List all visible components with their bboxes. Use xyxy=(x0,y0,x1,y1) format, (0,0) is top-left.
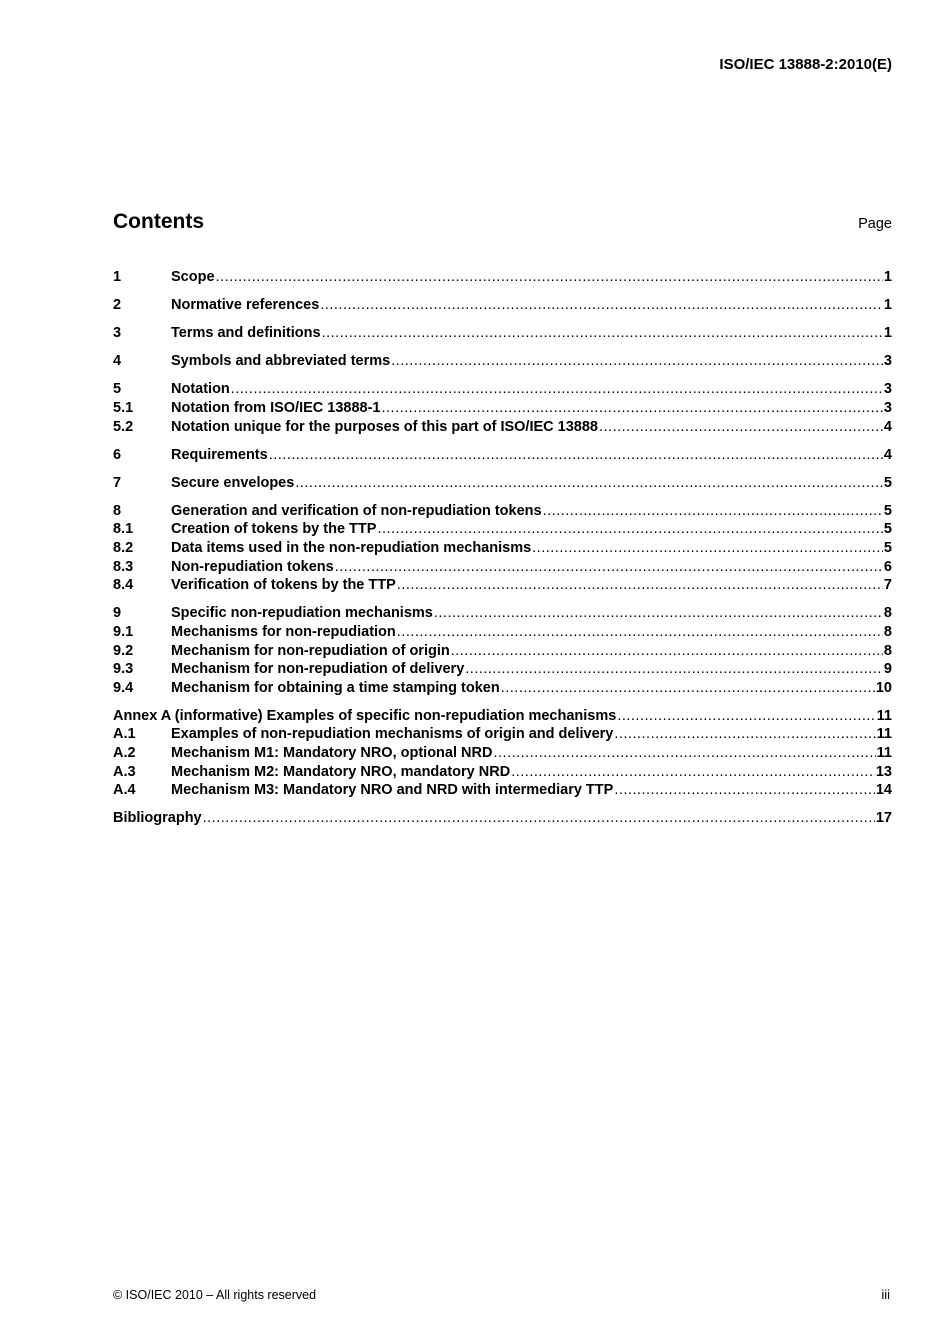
toc-entry[interactable] xyxy=(113,576,892,595)
toc-entry-page: 5 xyxy=(883,540,892,557)
toc-entry-title: Creation of tokens by the TTP xyxy=(171,521,377,538)
dot-leader xyxy=(614,781,875,800)
toc-entry-page: 1 xyxy=(883,269,892,285)
toc-entry-title: Verification of tokens by the TTP xyxy=(171,577,396,594)
toc-entry-title: Mechanisms for non-repudiation xyxy=(171,623,396,640)
toc-entry-page: 8 xyxy=(883,623,892,640)
toc-group xyxy=(113,707,892,800)
toc-group xyxy=(113,809,892,828)
toc-entry-number: 5.2 xyxy=(113,418,134,435)
toc-entry-number: 9 xyxy=(113,605,122,622)
toc-entry-title: Notation xyxy=(171,381,230,398)
toc-entry-title: Mechanism M1: Mandatory NRO, optional NRD xyxy=(171,744,493,761)
toc-entry-number: 8.1 xyxy=(113,521,134,538)
toc-entry[interactable] xyxy=(113,744,892,763)
toc-entry-number: 9.4 xyxy=(113,679,134,696)
toc-entry-number: 9.1 xyxy=(113,623,134,640)
toc-entry-page: 3 xyxy=(883,381,892,398)
toc-entry-number: 8.3 xyxy=(113,558,134,575)
dot-leader xyxy=(493,744,875,763)
toc-entry-number: A.4 xyxy=(113,782,136,799)
document-id: ISO/IEC 13888-2:2010(E) xyxy=(719,56,892,73)
toc-entry-title: Scope xyxy=(171,269,215,285)
dot-leader xyxy=(599,418,883,437)
toc-entry[interactable] xyxy=(113,660,892,679)
toc-entry-number: 7 xyxy=(113,474,122,491)
toc-entry[interactable] xyxy=(113,763,892,782)
toc-group xyxy=(113,604,892,697)
dot-leader xyxy=(231,380,883,399)
toc-group xyxy=(113,268,892,287)
toc-entry[interactable] xyxy=(113,520,892,539)
dot-leader xyxy=(269,446,883,465)
toc-entry-title: Mechanism for obtaining a time stamping token xyxy=(171,679,500,696)
toc-entry[interactable] xyxy=(113,399,892,418)
toc-entry-title: Data items used in the non-repudiation mechanisms xyxy=(171,540,532,557)
toc-entry[interactable] xyxy=(113,604,892,623)
toc-entry-number: 8.4 xyxy=(113,577,134,594)
toc-entry-title: Mechanism M2: Mandatory NRO, mandatory NRD xyxy=(171,763,511,780)
toc-entry[interactable] xyxy=(113,352,892,371)
toc-entry-page: 5 xyxy=(883,521,892,538)
toc-entry-number: 1 xyxy=(113,269,122,285)
toc-entry[interactable] xyxy=(113,324,892,343)
dot-leader xyxy=(434,604,883,623)
toc-entry[interactable] xyxy=(113,623,892,642)
toc-entry-page: 6 xyxy=(883,558,892,575)
dot-leader xyxy=(203,809,875,828)
toc-group xyxy=(113,446,892,465)
toc-entry-page: 10 xyxy=(875,679,892,696)
toc-entry[interactable] xyxy=(113,446,892,465)
toc-entry[interactable] xyxy=(113,781,892,800)
dot-leader xyxy=(391,352,883,371)
toc-group xyxy=(113,474,892,493)
dot-leader xyxy=(614,725,875,744)
dot-leader xyxy=(397,623,883,642)
toc-entry[interactable] xyxy=(113,539,892,558)
toc-entry-number: 6 xyxy=(113,446,122,463)
toc-entry-page: 17 xyxy=(875,810,892,827)
toc-entry-number: A.3 xyxy=(113,763,136,780)
toc-entry-page: 1 xyxy=(883,325,892,342)
toc-entry-title: Bibliography xyxy=(113,810,202,827)
toc-entry-title: Mechanism for non-repudiation of origin xyxy=(171,642,450,659)
toc-entry[interactable] xyxy=(113,418,892,437)
toc-entry-title: Normative references xyxy=(171,297,320,314)
toc-entry-page: 4 xyxy=(883,446,892,463)
toc-entry-title: Mechanism M3: Mandatory NRO and NRD with intermediary TTP xyxy=(171,782,614,799)
toc-entry-number: A.2 xyxy=(113,744,136,761)
toc-entry-title: Terms and definitions xyxy=(171,325,321,342)
toc-entry-number: 9.2 xyxy=(113,642,134,659)
toc-group xyxy=(113,352,892,371)
toc-entry-number: 2 xyxy=(113,297,122,314)
toc-entry[interactable] xyxy=(113,725,892,744)
page-column-label: Page xyxy=(858,216,892,232)
toc-entry[interactable] xyxy=(113,679,892,698)
toc-entry-page: 14 xyxy=(875,782,892,799)
toc-entry[interactable] xyxy=(113,558,892,577)
toc-entry[interactable] xyxy=(113,380,892,399)
toc-group xyxy=(113,296,892,315)
toc-group xyxy=(113,502,892,595)
toc-entry[interactable] xyxy=(113,268,892,287)
toc-entry-page: 13 xyxy=(875,763,892,780)
toc-entry-number: 3 xyxy=(113,325,122,342)
toc-entry-title: Examples of non-repudiation mechanisms of origin and delivery xyxy=(171,726,614,743)
toc-entry-title: Symbols and abbreviated terms xyxy=(171,353,391,370)
table-of-contents xyxy=(113,268,892,837)
dot-leader xyxy=(322,324,883,343)
dot-leader xyxy=(397,576,883,595)
toc-entry-page: 5 xyxy=(883,502,892,519)
toc-entry-number: 5.1 xyxy=(113,399,134,416)
toc-entry-title: Generation and verification of non-repudiation tokens xyxy=(171,502,542,519)
toc-entry-title: Requirements xyxy=(171,446,268,463)
toc-entry-page: 1 xyxy=(883,297,892,314)
dot-leader xyxy=(543,502,883,521)
toc-entry[interactable] xyxy=(113,474,892,493)
page-number: iii xyxy=(881,1287,890,1302)
toc-entry-title: Secure envelopes xyxy=(171,474,295,491)
toc-entry-page: 8 xyxy=(883,642,892,659)
toc-entry[interactable] xyxy=(113,502,892,521)
toc-entry-page: 11 xyxy=(876,707,892,724)
dot-leader xyxy=(451,642,883,661)
contents-heading: Contents xyxy=(113,210,204,233)
toc-entry-number: A.1 xyxy=(113,726,136,743)
toc-entry-title: Notation from ISO/IEC 13888-1 xyxy=(171,399,381,416)
dot-leader xyxy=(382,399,883,418)
toc-entry[interactable] xyxy=(113,707,892,726)
dot-leader xyxy=(501,679,875,698)
toc-entry-title: Notation unique for the purposes of this part of ISO/IEC 13888 xyxy=(171,418,598,435)
toc-entry-title: Mechanism for non-repudiation of delivery xyxy=(171,661,465,678)
toc-entry-number: 9.3 xyxy=(113,661,134,678)
toc-entry-page: 9 xyxy=(883,661,892,678)
toc-entry-title: Annex A (informative) Examples of specific non-repudiation mechanisms xyxy=(113,707,617,724)
dot-leader xyxy=(465,660,883,679)
copyright-notice: © ISO/IEC 2010 – All rights reserved xyxy=(113,1288,317,1302)
dot-leader xyxy=(335,558,883,577)
toc-entry-page: 3 xyxy=(883,399,892,416)
toc-entry-number: 5 xyxy=(113,381,122,398)
toc-entry[interactable] xyxy=(113,296,892,315)
toc-entry-title: Specific non-repudiation mechanisms xyxy=(171,605,433,622)
toc-entry-page: 7 xyxy=(883,577,892,594)
dot-leader xyxy=(511,763,875,782)
dot-leader xyxy=(617,707,875,726)
toc-entry-number: 8 xyxy=(113,502,122,519)
toc-entry-page: 3 xyxy=(883,353,892,370)
toc-group xyxy=(113,324,892,343)
toc-group xyxy=(113,380,892,436)
dot-leader xyxy=(216,268,883,287)
dot-leader xyxy=(532,539,883,558)
toc-entry-page: 4 xyxy=(883,418,892,435)
toc-entry-page: 5 xyxy=(883,474,892,491)
dot-leader xyxy=(377,520,882,539)
toc-entry[interactable] xyxy=(113,809,892,828)
toc-entry-number: 4 xyxy=(113,353,122,370)
toc-entry-page: 11 xyxy=(876,726,892,743)
toc-entry[interactable] xyxy=(113,642,892,661)
dot-leader xyxy=(320,296,883,315)
dot-leader xyxy=(295,474,883,493)
toc-entry-number: 8.2 xyxy=(113,540,134,557)
toc-entry-page: 11 xyxy=(876,744,892,761)
toc-entry-title: Non-repudiation tokens xyxy=(171,558,334,575)
toc-entry-page: 8 xyxy=(883,605,892,622)
